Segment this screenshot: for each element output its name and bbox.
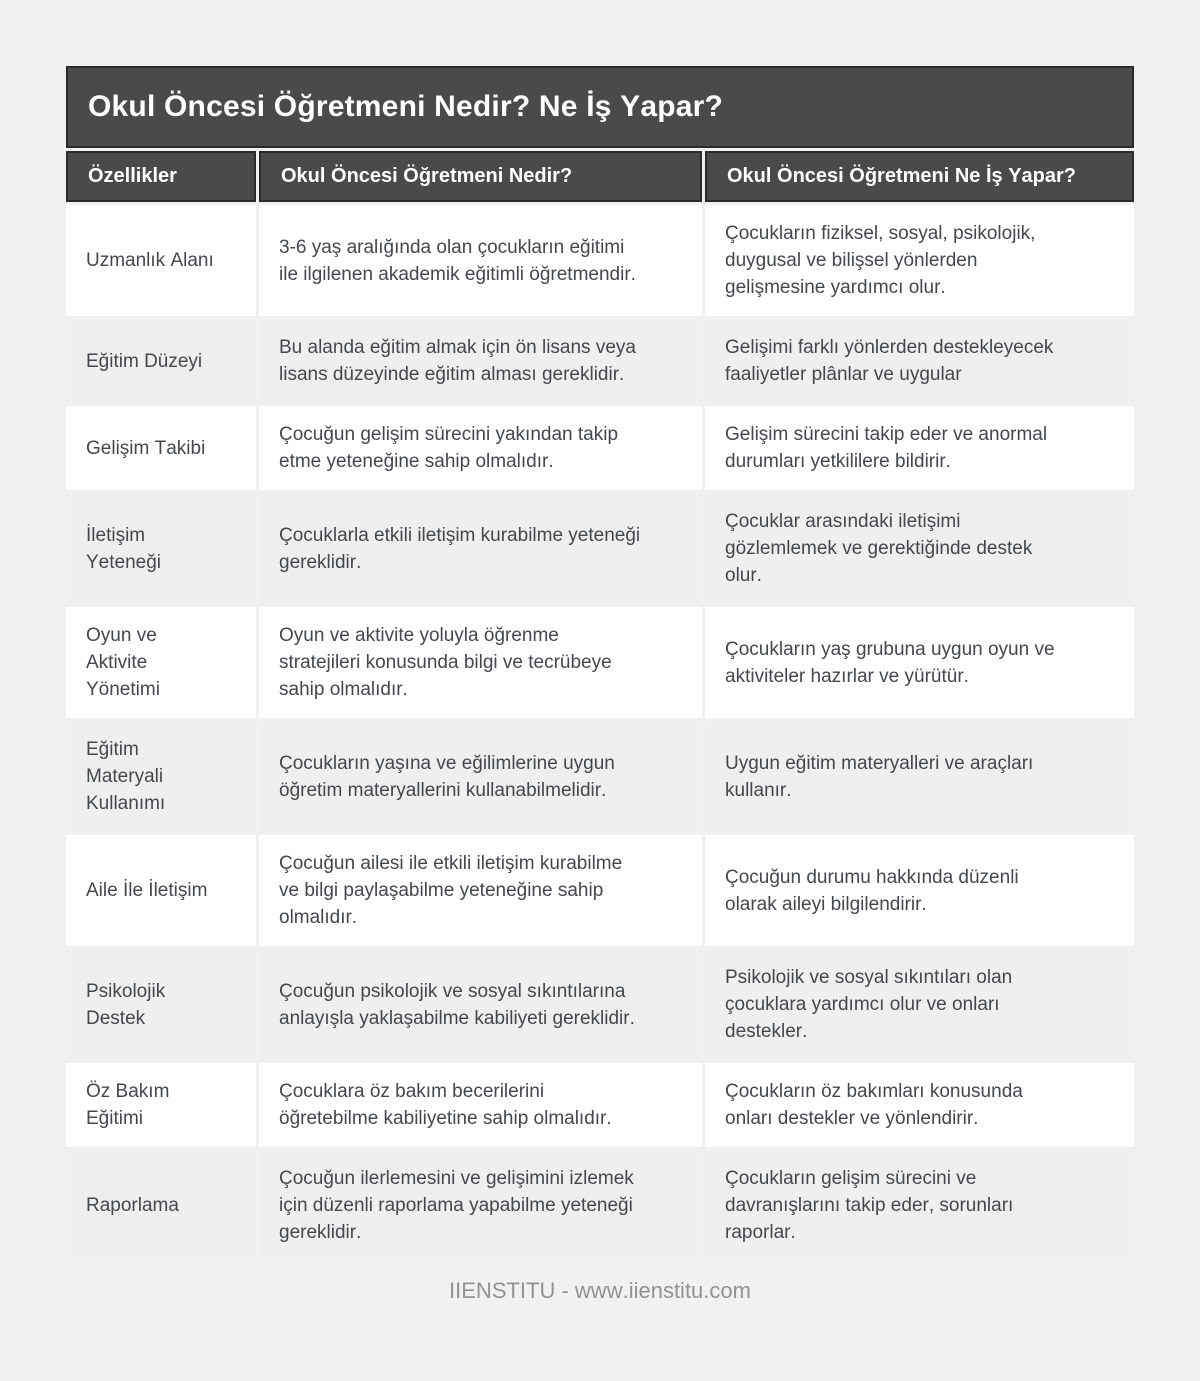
yapar-text: Çocukların fiziksel, sosyal, psikolojik, duygusal ve bilişsel yönlerden gelişmesine yardımcı olur. <box>705 205 1134 316</box>
feature-label: Eğitim Düzeyi <box>66 319 256 403</box>
column-header-features: Özellikler <box>66 151 256 202</box>
table-body <box>66 205 1134 1261</box>
nedir-text: Çocukların yaşına ve eğilimlerine uygun öğretim materyallerini kullanabilmelidir. <box>259 721 702 832</box>
feature-label: Oyun ve Aktivite Yönetimi <box>66 607 256 718</box>
yapar-text: Çocukların öz bakımları konusunda onları destekler ve yönlendirir. <box>705 1063 1134 1147</box>
feature-label: Raporlama <box>66 1150 256 1261</box>
table-row <box>66 493 1134 604</box>
nedir-text: Çocuklarla etkili iletişim kurabilme yeteneği gereklidir. <box>259 493 702 604</box>
nedir-text: Bu alanda eğitim almak için ön lisans veya lisans düzeyinde eğitim alması gereklidir. <box>259 319 702 403</box>
nedir-text: Çocuğun ilerlemesini ve gelişimini izlemek için düzenli raporlama yapabilme yeteneği gereklidir. <box>259 1150 702 1261</box>
nedir-text: Çocuğun psikolojik ve sosyal sıkıntılarına anlayışla yaklaşabilme kabiliyeti gereklidir. <box>259 949 702 1060</box>
table-row <box>66 1150 1134 1261</box>
feature-label: Öz Bakım Eğitimi <box>66 1063 256 1147</box>
feature-label: Psikolojik Destek <box>66 949 256 1060</box>
yapar-text: Psikolojik ve sosyal sıkıntıları olan çocuklara yardımcı olur ve onları destekler. <box>705 949 1134 1060</box>
table-row <box>66 607 1134 718</box>
yapar-text: Uygun eğitim materyalleri ve araçları kullanır. <box>705 721 1134 832</box>
preschool-teacher-table <box>63 63 1137 1264</box>
feature-label: Uzmanlık Alanı <box>66 205 256 316</box>
feature-label: İletişim Yeteneği <box>66 493 256 604</box>
table-row <box>66 205 1134 316</box>
feature-label: Eğitim Materyali Kullanımı <box>66 721 256 832</box>
yapar-text: Çocuğun durumu hakkında düzenli olarak aileyi bilgilendirir. <box>705 835 1134 946</box>
column-header-nedir: Okul Öncesi Öğretmeni Nedir? <box>259 151 702 202</box>
nedir-text: 3-6 yaş aralığında olan çocukların eğitimi ile ilgilenen akademik eğitimli öğretmendir. <box>259 205 702 316</box>
nedir-text: Çocuğun ailesi ile etkili iletişim kurabilme ve bilgi paylaşabilme yeteneğine sahip olmalıdır. <box>259 835 702 946</box>
yapar-text: Çocuklar arasındaki iletişimi gözlemlemek ve gerektiğinde destek olur. <box>705 493 1134 604</box>
yapar-text: Çocukların gelişim sürecini ve davranışlarını takip eder, sorunları raporlar. <box>705 1150 1134 1261</box>
table-row <box>66 319 1134 403</box>
nedir-text: Oyun ve aktivite yoluyla öğrenme stratejileri konusunda bilgi ve tecrübeye sahip olmalıdır. <box>259 607 702 718</box>
feature-label: Gelişim Takibi <box>66 406 256 490</box>
page-title: Okul Öncesi Öğretmeni Nedir? Ne İş Yapar? <box>66 66 1134 148</box>
table-row <box>66 1063 1134 1147</box>
table-row <box>66 721 1134 832</box>
column-header-row <box>66 151 1134 202</box>
footer-credit: IIENSTITU - www.iienstitu.com <box>449 1278 751 1303</box>
nedir-text: Çocuklara öz bakım becerilerini öğretebilme kabiliyetine sahip olmalıdır. <box>259 1063 702 1147</box>
table-row <box>66 949 1134 1060</box>
column-header-yapar: Okul Öncesi Öğretmeni Ne İş Yapar? <box>705 151 1134 202</box>
table-row <box>66 835 1134 946</box>
feature-label: Aile İle İletişim <box>66 835 256 946</box>
table-row <box>66 406 1134 490</box>
nedir-text: Çocuğun gelişim sürecini yakından takip etme yeteneğine sahip olmalıdır. <box>259 406 702 490</box>
yapar-text: Gelişimi farklı yönlerden destekleyecek faaliyetler plânlar ve uygular <box>705 319 1134 403</box>
yapar-text: Gelişim sürecini takip eder ve anormal durumları yetkililere bildirir. <box>705 406 1134 490</box>
yapar-text: Çocukların yaş grubuna uygun oyun ve aktiviteler hazırlar ve yürütür. <box>705 607 1134 718</box>
